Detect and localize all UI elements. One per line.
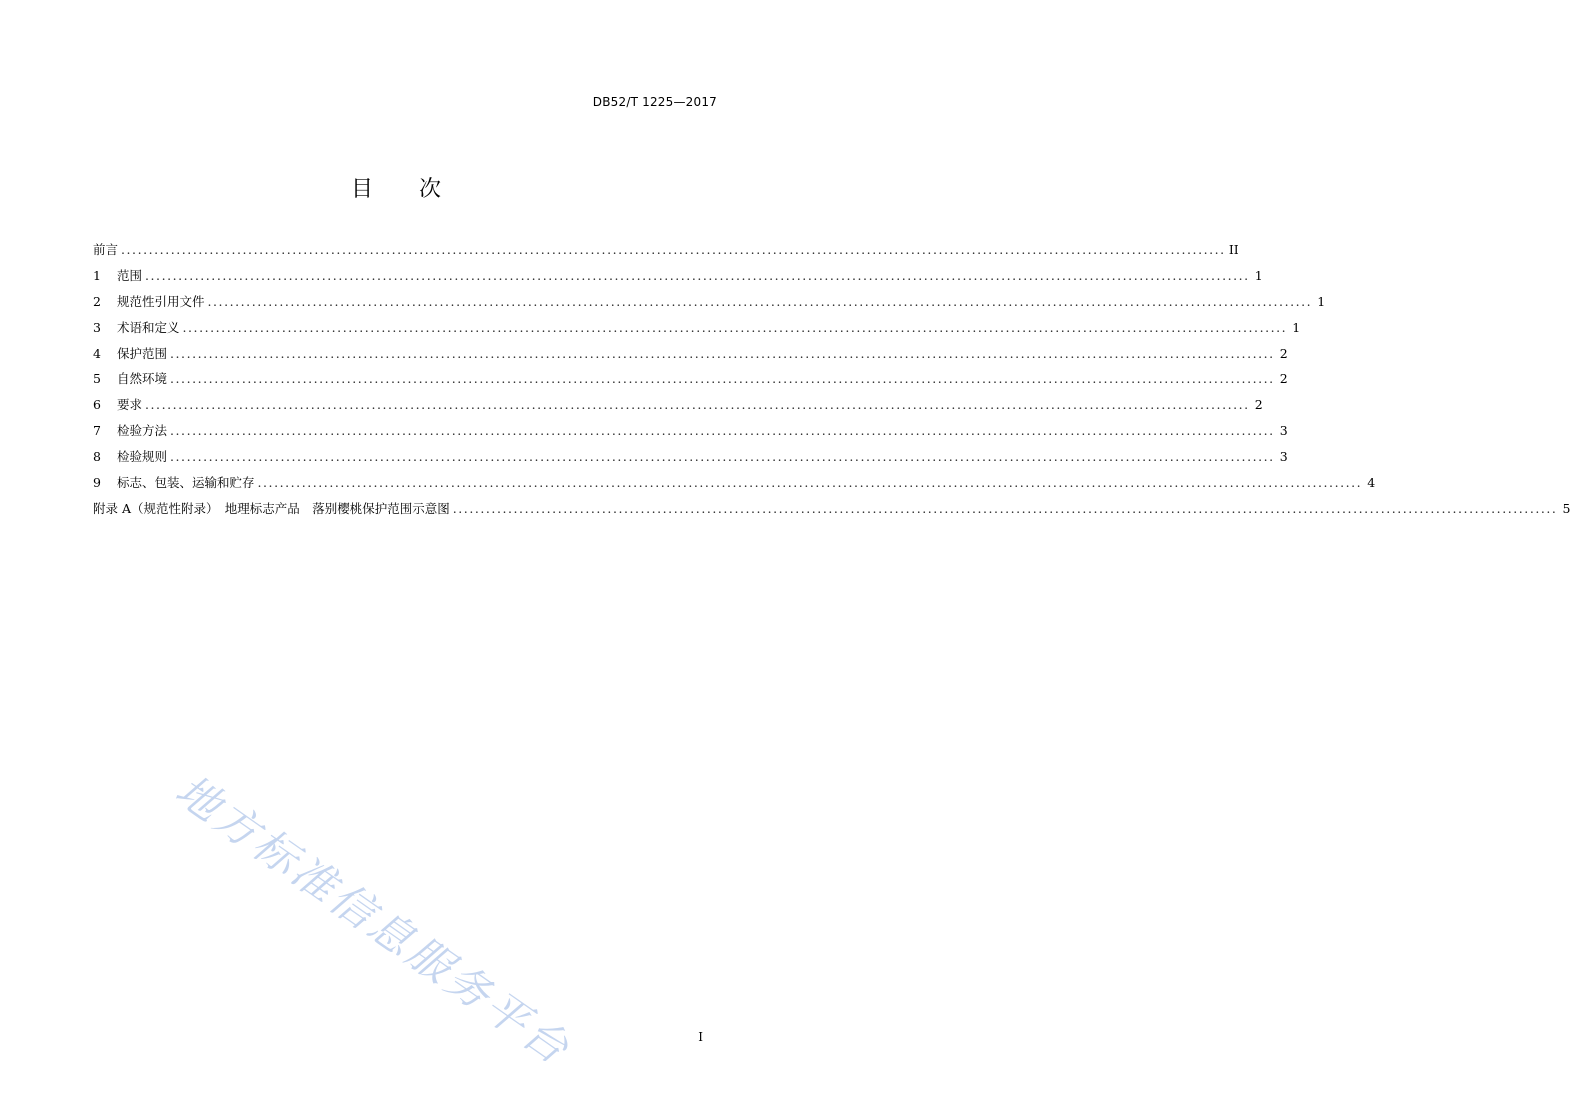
toc-leader-dots: ........................................................................................................................................................................................................ <box>170 371 1275 387</box>
toc-entry-3[interactable] <box>93 318 1301 344</box>
toc-entry-number: 5 <box>93 371 101 387</box>
toc-list <box>93 240 1570 525</box>
toc-entry-page: 4 <box>1367 475 1376 491</box>
toc-entry-page: 3 <box>1279 423 1288 439</box>
toc-leader-dots: ........................................................................................................................................................................................................ <box>121 242 1226 257</box>
toc-entry-label: 标志、包装、运输和贮存 <box>117 475 255 491</box>
toc-leader-dots: ........................................................................................................................................................................................................ <box>207 293 1313 309</box>
toc-leader-dots: ........................................................................................................................................................................................................ <box>145 267 1250 283</box>
toc-entry-foreword[interactable] <box>93 240 1239 266</box>
toc-entry-label: 前言 <box>93 242 119 257</box>
toc-entry-label: 自然环境 <box>117 371 168 387</box>
toc-entry-number: 7 <box>93 423 101 439</box>
toc-entry-6[interactable] <box>93 395 1263 421</box>
toc-title-char-1: 目 <box>350 177 373 202</box>
toc-entry-page: 1 <box>1254 267 1263 283</box>
watermark: 地方标准信息服务平台 <box>166 765 580 1076</box>
toc-title-char-2: 次 <box>419 177 442 202</box>
toc-leader-dots: ........................................................................................................................................................................................................ <box>170 423 1275 439</box>
toc-entry-9[interactable] <box>93 473 1376 499</box>
toc-entry-label: 检验规则 <box>117 449 168 465</box>
toc-leader-dots: ........................................................................................................................................................................................................ <box>182 319 1288 335</box>
toc-entry-number: 6 <box>93 397 101 413</box>
toc-entry-label: 保护范围 <box>117 345 168 361</box>
toc-entry-page: 3 <box>1279 449 1288 465</box>
toc-entry-page: II <box>1228 242 1239 257</box>
toc-entry-number: 4 <box>93 345 101 361</box>
toc-leader-dots: ........................................................................................................................................................................................................ <box>170 449 1275 465</box>
toc-entry-page: 5 <box>1562 500 1570 516</box>
toc-entry-label: 附录 A（规范性附录） 地理标志产品 落别樱桃保护范围示意图 <box>93 500 450 516</box>
toc-entry-2[interactable] <box>93 292 1326 318</box>
toc-title <box>0 172 792 203</box>
toc-leader-dots: ........................................................................................................................................................................................................ <box>452 500 1558 516</box>
toc-entry-page: 1 <box>1292 319 1301 335</box>
toc-entry-number: 2 <box>93 293 101 309</box>
toc-entry-7[interactable] <box>93 421 1288 447</box>
toc-entry-number: 9 <box>93 475 101 491</box>
toc-entry-label: 术语和定义 <box>117 319 180 335</box>
toc-entry-page: 2 <box>1279 345 1288 361</box>
toc-entry-label: 规范性引用文件 <box>117 293 205 309</box>
toc-entry-8[interactable] <box>93 447 1288 473</box>
toc-leader-dots: ........................................................................................................................................................................................................ <box>257 475 1363 491</box>
toc-leader-dots: ........................................................................................................................................................................................................ <box>145 397 1250 413</box>
toc-entry-number: 8 <box>93 449 101 465</box>
toc-entry-1[interactable] <box>93 266 1263 292</box>
toc-entry-number: 3 <box>93 319 101 335</box>
toc-entry-page: 1 <box>1317 293 1326 309</box>
toc-entry-5[interactable] <box>93 369 1288 395</box>
toc-entry-label: 检验方法 <box>117 423 168 439</box>
page-number: I <box>698 1030 703 1044</box>
doc-code: DB52/T 1225—2017 <box>592 95 717 109</box>
toc-entry-appendix-a[interactable] <box>93 499 1570 525</box>
toc-entry-page: 2 <box>1279 371 1288 387</box>
toc-entry-number: 1 <box>93 267 101 283</box>
toc-leader-dots: ........................................................................................................................................................................................................ <box>170 345 1275 361</box>
toc-entry-page: 2 <box>1254 397 1263 413</box>
toc-entry-4[interactable] <box>93 344 1288 370</box>
toc-entry-label: 要求 <box>117 397 143 413</box>
toc-entry-label: 范围 <box>117 267 143 283</box>
